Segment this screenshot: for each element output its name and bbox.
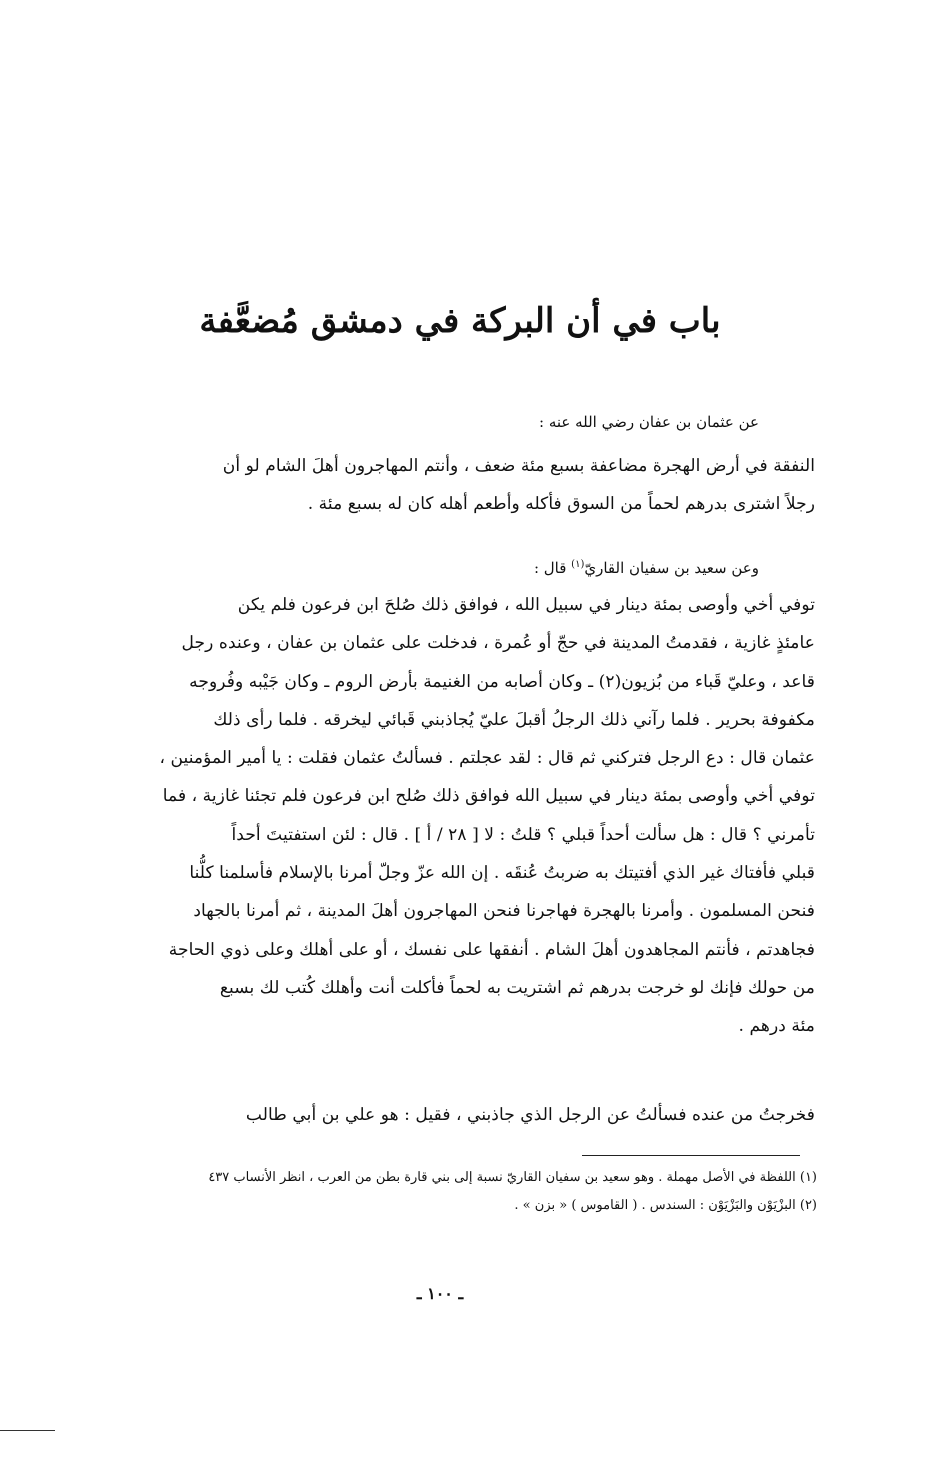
footnotes xyxy=(102,1164,817,1220)
hadith-2-narrator xyxy=(534,553,759,580)
hadith-1-text xyxy=(102,447,815,524)
hadith-1-line: النفقة في أرض الهجرة مضاعفة بسبع مئة ضعف ، وأنتم المهاجرون أهلَ الشام لو أن xyxy=(222,456,815,476)
hadith-2-line: فنحن المسلمون . وأمرنا بالهجرة فهاجرنا فنحن المهاجرون أهلَ المدينة ، ثم أمرنا بالجهاد xyxy=(193,901,815,922)
continuation-line: فخرجتُ من عنده فسألتُ عن الرجل الذي جاذبني ، فقيل : هو علي بن أبي طالب xyxy=(245,1105,815,1125)
narrator-name: وعن سعيد بن سفيان القاريّ xyxy=(584,559,759,577)
margin-line xyxy=(0,1430,55,1431)
hadith-2-line: مكفوفة بحرير . فلما رآني ذلك الرجلُ أقبلَ عليّ يُجاذبني قَبائي ليخرقه . فلما رأى ذلك xyxy=(213,709,815,730)
hadith-2-line: تأمرني ؟ قال : هل سألت أحداً قبلي ؟ قلتُ : لا [ ٢٨ / أ ] . قال : لئن استفتيتَ أحداً xyxy=(231,824,815,845)
hadith-2-line: عثمان قال : دع الرجل فتركني ثم قال : لقد عجلتم . فسألتُ عثمان فقلت : يا أمير المؤمنين ، xyxy=(159,748,815,769)
hadith-2-text xyxy=(102,586,815,1046)
chapter-title: باب في أن البركة في دمشق مُضعَّفة xyxy=(199,300,721,341)
hadith-2-line: فجاهدتم ، فأنتم المجاهدون أهلَ الشام . أنفقها على نفسك ، أو على أهلك وعلى ذوي الحاجة xyxy=(168,939,815,960)
hadith-2-line: من حولك فإنك لو خرجت بدرهم ثم اشتريت به لحماً فأكلت أنت وأهلك كُتب لك بسبع xyxy=(219,977,815,998)
footnote-separator xyxy=(582,1155,800,1156)
hadith-2-line: قاعد ، وعليّ قَباء من بُزيون(٢) ـ وكان أصابه من الغنيمة بأرض الروم ـ وكان جَيْبه وفُروجه xyxy=(189,671,815,692)
footnote-1: (١) اللفظة في الأصل مهملة . وهو سعيد بن سفيان القاريّ نسبة إلى بني قارة بطن من العرب ، انظر الأنساب ٤٣٧ xyxy=(208,1170,817,1185)
hadith-2-line: قبلي فأفتاك غير الذي أفتيتك به ضربتُ عُنقَه . إن الله عزّ وجلّ أمرنا بالإسلام فأسلمنا كلُّنا xyxy=(189,863,815,884)
hadith-2-line: عامئذٍ غازية ، فقدمتُ المدينة في حجّ أو عُمرة ، فدخلت على عثمان بن عفان ، وعنده رجل xyxy=(181,633,815,654)
hadith-2-line: توفي أخي وأوصى بمئة دينار في سبيل الله فوافق ذلك صُلح ابن فرعون فلم تجئنا غازية ، فما xyxy=(162,786,815,807)
footnote-ref-1: (١) xyxy=(571,559,585,570)
narrator-tail: قال : xyxy=(533,559,572,577)
footnote-2: (٢) البزْيَوْن والبَزْيَوْن : السندس . ( القاموس ) « بزن » . xyxy=(514,1198,817,1213)
hadith-2-line: توفي أخي وأوصى بمئة دينار في سبيل الله ، فوافق ذلك صُلحَ ابن فرعون فلم يكن xyxy=(237,595,815,615)
continuation-paragraph xyxy=(102,1096,815,1134)
hadith-2-line: مئة درهم . xyxy=(738,1016,815,1037)
page-number: ـ ١٠٠ ـ xyxy=(416,1284,464,1303)
hadith-1-line: رجلاً اشترى بدرهم لحماً من السوق فأكله وأطعم أهله كان له بسبع مئة . xyxy=(307,494,815,515)
hadith-1-narrator: عن عثمان بن عفان رضي الله عنه : xyxy=(539,413,759,431)
